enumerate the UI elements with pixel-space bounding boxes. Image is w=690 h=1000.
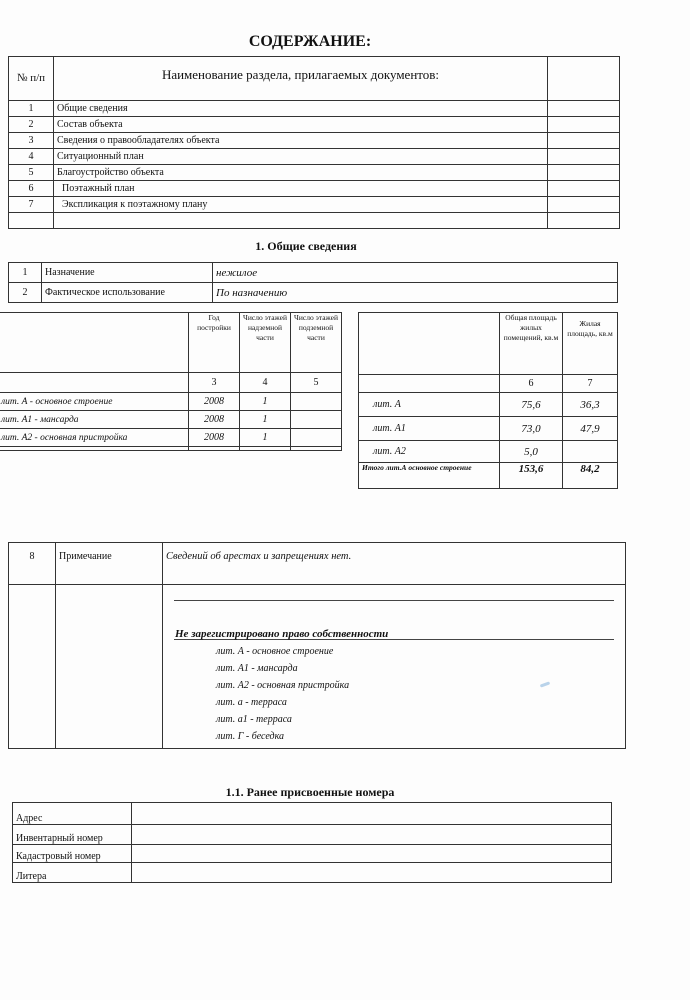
- general-row: 2 Фактическое использование По назначению: [9, 283, 618, 303]
- note-item: лит. А - основное строение: [216, 646, 334, 657]
- floors-row: лит. А1 - мансарда 2008 1: [0, 411, 342, 429]
- note-item: лит. Г - беседка: [216, 731, 285, 742]
- note-line: [174, 600, 614, 601]
- note-item: лит. а - терраса: [216, 697, 287, 708]
- previous-heading: 1.1. Ранее присвоенные номера: [225, 785, 395, 799]
- toc-row: 7 Экспликация к поэтажному плану: [9, 197, 620, 213]
- contents-table: [8, 56, 620, 229]
- toc-row: 3 Сведения о правообладателях объекта: [9, 133, 620, 149]
- general-heading: 1. Общие сведения: [255, 239, 357, 253]
- floors-table: Год постройки Число этажей надземной части Число этажей подземной части 3 4 5 лит. А - основное строение 2008 1 лит. А1 - мансарда 2008 1 лит. А2 - основная пристройка 2008 1: [0, 312, 342, 451]
- general-row: 1 Назначение нежилое: [9, 263, 618, 283]
- previous-table: [12, 802, 612, 883]
- name-header: Наименование раздела, прилагаемых документов:: [54, 57, 548, 101]
- area-row: лит. А 75,6 36,3: [359, 393, 618, 417]
- toc-row: 5 Благоустройство объекта: [9, 165, 620, 181]
- area-table: Общая площадь жилых помещений, кв.м Жилая площадь, кв.м 6 7 лит. А 75,6 36,3 лит. А1 73,0 47,9 лит. А2 5,0 Итого лит.А основное строение 153,6 84,2: [358, 312, 618, 489]
- area-row: лит. А1 73,0 47,9: [359, 417, 618, 441]
- unregistered-text: Не зарегистрировано право собственности: [175, 628, 389, 640]
- extra-col: [548, 57, 620, 101]
- previous-row: Кадастровый номер: [13, 845, 612, 863]
- area-total-row: Итого лит.А основное строение 153,6 84,2: [359, 463, 618, 489]
- floors-row: лит. А - основное строение 2008 1: [0, 393, 342, 411]
- note-item: лит. а1 - терраса: [216, 714, 292, 725]
- toc-row: 2 Состав объекта: [9, 117, 620, 133]
- toc-row: 4 Ситуационный план: [9, 149, 620, 165]
- note-item: лит. А2 - основная пристройка: [216, 680, 350, 691]
- previous-row: Литера: [13, 863, 612, 883]
- note-item: лит. А1 - мансарда: [216, 663, 298, 674]
- toc-row: 6 Поэтажный план: [9, 181, 620, 197]
- note-table: 8 Примечание Сведений об арестах и запрещениях нет.: [8, 542, 626, 749]
- area-row: лит. А2 5,0: [359, 441, 618, 463]
- previous-row: Инвентарный номер: [13, 825, 612, 845]
- page-title: СОДЕРЖАНИЕ:: [248, 33, 372, 50]
- num-header: № п/п: [9, 57, 54, 101]
- toc-row: 1 Общие сведения: [9, 101, 620, 117]
- general-table: [8, 262, 618, 303]
- previous-row: Адрес: [13, 803, 612, 825]
- floors-row: лит. А2 - основная пристройка 2008 1: [0, 429, 342, 447]
